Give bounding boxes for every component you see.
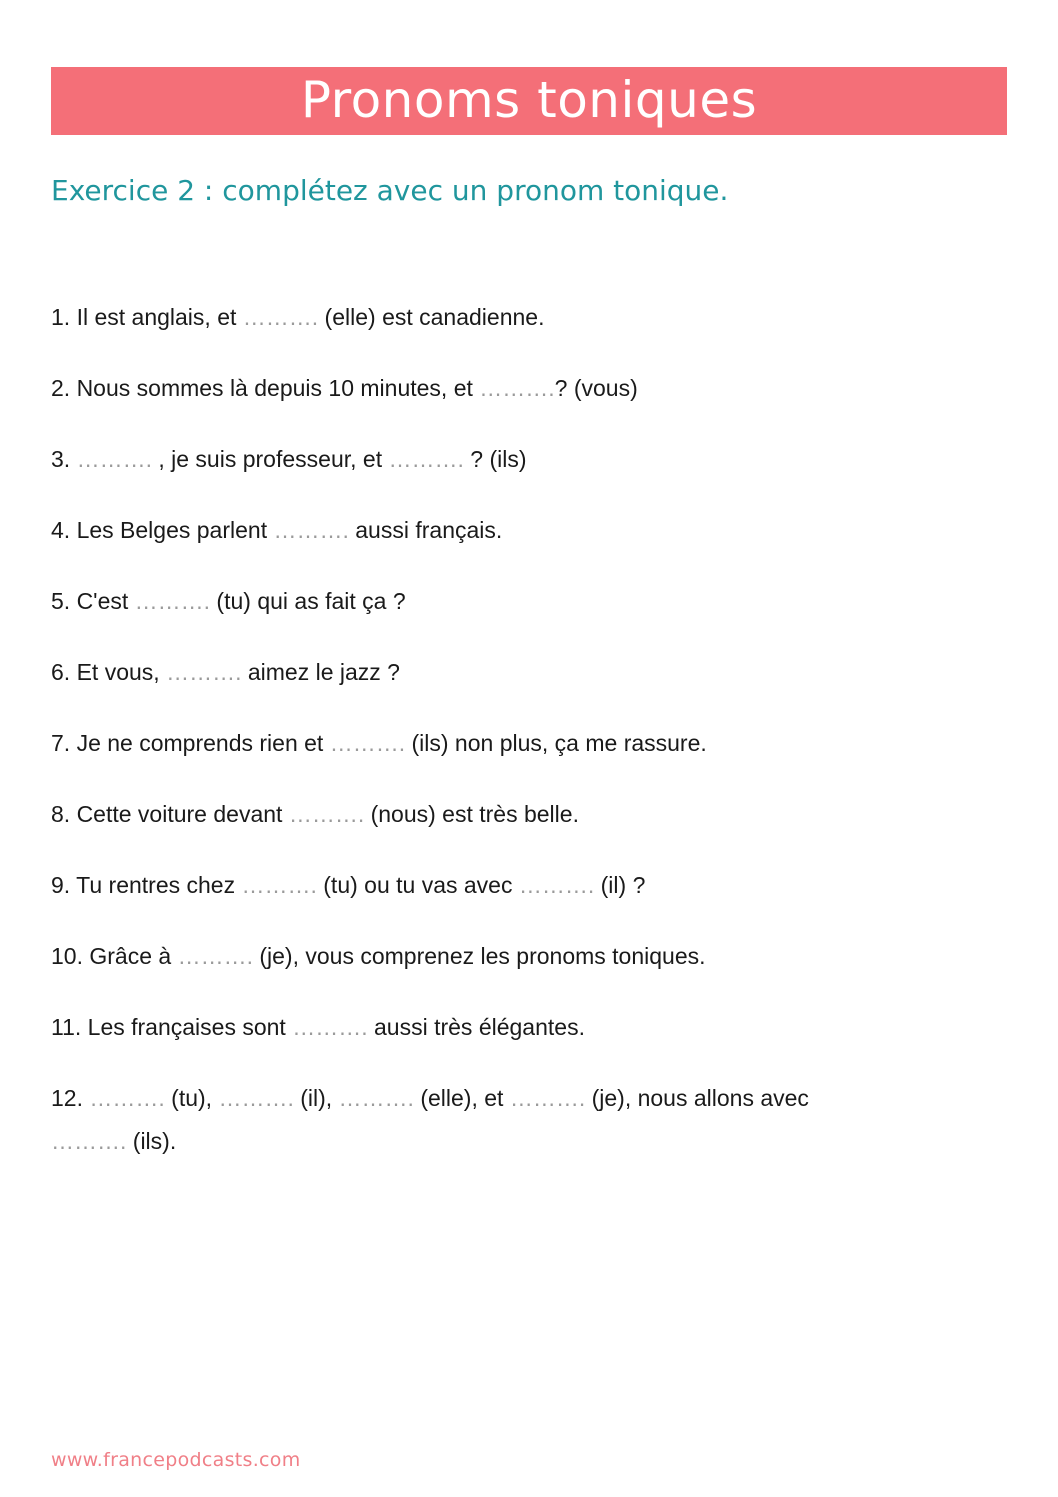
exercise-item xyxy=(51,722,871,765)
answer-blank[interactable]: ………. xyxy=(242,304,319,330)
sentence-text: , je suis professeur, et xyxy=(151,446,389,472)
answer-blank[interactable]: ………. xyxy=(273,517,349,543)
sentence-text: 3. xyxy=(51,446,77,472)
sentence-text: 4. Les Belges parlent xyxy=(51,517,274,543)
exercise-item xyxy=(51,864,871,907)
sentence-text: (nous) est très belle. xyxy=(364,801,579,827)
exercise-item xyxy=(51,651,871,694)
sentence-text: (ils). xyxy=(126,1128,177,1154)
sentence-text: (tu), xyxy=(164,1085,219,1111)
sentence-text: aimez le jazz ? xyxy=(241,659,400,685)
exercise-item xyxy=(51,367,871,410)
footer-url: www.francepodcasts.com xyxy=(51,1449,301,1471)
answer-blank[interactable]: ………. xyxy=(338,1085,414,1111)
sentence-text: (elle), et xyxy=(413,1085,510,1111)
sentence-text: aussi français. xyxy=(348,517,503,543)
sentence-text: 7. Je ne comprends rien et xyxy=(51,730,330,756)
sentence-text: (je), nous allons avec xyxy=(585,1085,809,1111)
sentence-text: 2. Nous sommes là depuis 10 minutes, et xyxy=(51,375,480,401)
sentence-text: 1. Il est anglais, et xyxy=(51,304,243,330)
page-title: Pronoms toniques xyxy=(300,71,758,129)
exercise-item xyxy=(51,935,871,978)
sentence-text: (tu) ou tu vas avec xyxy=(316,872,519,898)
exercise-item xyxy=(51,1006,871,1049)
sentence-text: (ils) non plus, ça me rassure. xyxy=(405,730,707,756)
exercise-item xyxy=(51,509,871,552)
answer-blank[interactable]: ………. xyxy=(241,872,317,898)
sentence-text: 6. Et vous, xyxy=(51,659,167,685)
sentence-text: (il), xyxy=(293,1085,339,1111)
sentence-text: 8. Cette voiture devant xyxy=(51,801,289,827)
answer-blank[interactable]: ………. xyxy=(388,446,464,472)
answer-blank[interactable]: ………. xyxy=(509,1085,586,1111)
exercise-item xyxy=(51,580,871,623)
exercise-instruction: Exercice 2 : complétez avec un pronom tonique. xyxy=(51,174,729,207)
answer-blank[interactable]: ………. xyxy=(51,1128,127,1154)
answer-blank[interactable]: ………. xyxy=(329,730,406,756)
title-banner xyxy=(51,67,1007,135)
answer-blank[interactable]: ………. xyxy=(288,801,365,827)
sentence-text: ? (vous) xyxy=(554,375,638,401)
sentence-text: 10. Grâce à xyxy=(51,943,178,969)
answer-blank[interactable]: ………. xyxy=(89,1085,165,1111)
exercise-item xyxy=(51,1077,871,1163)
sentence-text: 9. Tu rentres chez xyxy=(51,872,242,898)
exercise-item xyxy=(51,438,871,481)
answer-blank[interactable]: ………. xyxy=(166,659,242,685)
answer-blank[interactable]: ………. xyxy=(218,1085,294,1111)
sentence-text: (elle) est canadienne. xyxy=(318,304,545,330)
sentence-text: (tu) qui as fait ça ? xyxy=(210,588,406,614)
sentence-text: (il) ? xyxy=(594,872,646,898)
exercise-list xyxy=(51,296,871,1191)
exercise-item xyxy=(51,296,871,339)
sentence-text: 5. C'est xyxy=(51,588,135,614)
sentence-text: 11. Les françaises sont xyxy=(51,1014,293,1040)
sentence-text: (je), vous comprenez les pronoms toniques. xyxy=(252,943,706,969)
answer-blank[interactable]: ………. xyxy=(177,943,253,969)
answer-blank[interactable]: ………. xyxy=(76,446,152,472)
sentence-text: aussi très élégantes. xyxy=(367,1014,585,1040)
answer-blank[interactable]: ………. xyxy=(292,1014,368,1040)
answer-blank[interactable]: ………. xyxy=(134,588,211,614)
answer-blank[interactable]: ………. xyxy=(518,872,595,898)
exercise-item xyxy=(51,793,871,836)
sentence-text: 12. xyxy=(51,1085,90,1111)
answer-blank[interactable]: ………. xyxy=(479,375,555,401)
sentence-text: ? (ils) xyxy=(463,446,527,472)
